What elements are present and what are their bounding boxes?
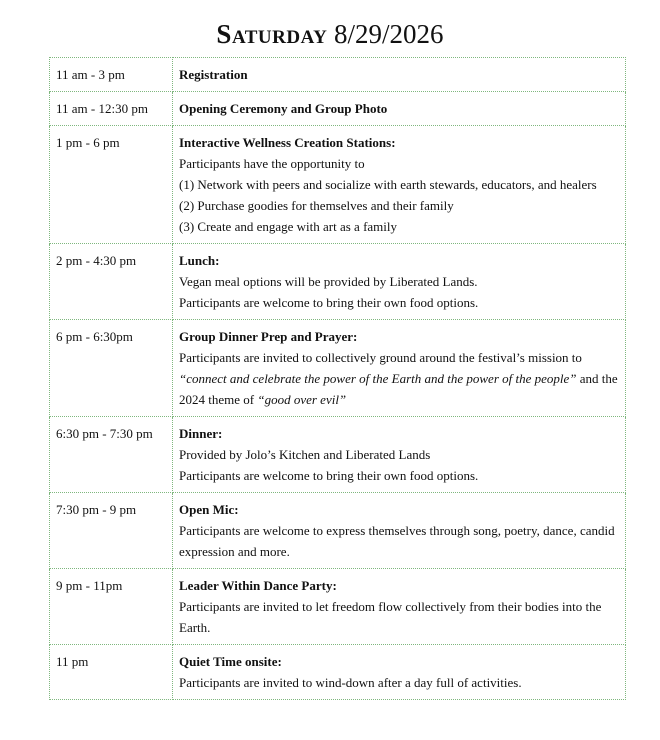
row-heading: Leader Within Dance Party: (179, 578, 337, 593)
table-row (50, 244, 626, 320)
row-text: Provided by Jolo’s Kitchen and Liberated Lands (179, 447, 431, 462)
description-cell (173, 244, 626, 320)
row-heading: Dinner: (179, 426, 223, 441)
time-cell: 2 pm - 4:30 pm (50, 244, 173, 320)
time-cell: 7:30 pm - 9 pm (50, 493, 173, 569)
time-cell: 11 pm (50, 645, 173, 700)
row-text: Participants are invited to collectively ground around the festival’s mission to (179, 350, 582, 365)
table-row (50, 417, 626, 493)
row-text: Participants are welcome to express themselves through song, poetry, dance, candid expression and more. (179, 523, 615, 559)
time-cell: 11 am - 3 pm (50, 58, 173, 92)
row-heading: Interactive Wellness Creation Stations: (179, 135, 396, 150)
row-text: (2) Purchase goodies for themselves and their family (179, 198, 454, 213)
page-title (0, 16, 660, 52)
row-heading: Group Dinner Prep and Prayer: (179, 329, 358, 344)
description-cell (173, 92, 626, 126)
row-text: Participants are invited to wind-down after a day full of activities. (179, 675, 522, 690)
title-day: Saturday (216, 19, 328, 49)
description-cell (173, 320, 626, 417)
row-text: Participants are welcome to bring their own food options. (179, 468, 479, 483)
table-row (50, 126, 626, 244)
description-cell (173, 417, 626, 493)
row-text: Vegan meal options will be provided by Liberated Lands. (179, 274, 478, 289)
description-cell (173, 58, 626, 92)
time-cell: 9 pm - 11pm (50, 569, 173, 645)
title-date: 8/29/2026 (334, 19, 444, 49)
table-row (50, 645, 626, 700)
row-heading: Opening Ceremony and Group Photo (179, 101, 388, 116)
row-heading: Registration (179, 67, 248, 82)
description-cell (173, 126, 626, 244)
table-row (50, 58, 626, 92)
row-heading: Quiet Time onsite: (179, 654, 282, 669)
description-cell (173, 493, 626, 569)
mission-quote: “connect and celebrate the power of the Earth and the power of the people” (179, 371, 577, 386)
time-cell: 11 am - 12:30 pm (50, 92, 173, 126)
description-cell (173, 569, 626, 645)
row-heading: Lunch: (179, 253, 220, 268)
table-row (50, 493, 626, 569)
table-row (50, 569, 626, 645)
row-text: (3) Create and engage with art as a family (179, 219, 398, 234)
row-text: (1) Network with peers and socialize with earth stewards, educators, and healers (179, 177, 597, 192)
row-text: and the 2024 theme of (179, 371, 618, 407)
table-row (50, 320, 626, 417)
time-cell: 1 pm - 6 pm (50, 126, 173, 244)
row-text: Participants have the opportunity to (179, 156, 365, 171)
table-row (50, 92, 626, 126)
row-heading: Open Mic: (179, 502, 239, 517)
row-text: Participants are welcome to bring their own food options. (179, 295, 479, 310)
row-text-mixed (179, 371, 618, 407)
time-cell: 6 pm - 6:30pm (50, 320, 173, 417)
row-text: Participants are invited to let freedom flow collectively from their bodies into the Earth. (179, 599, 602, 635)
time-cell: 6:30 pm - 7:30 pm (50, 417, 173, 493)
theme-quote: “good over evil” (257, 392, 347, 407)
description-cell (173, 645, 626, 700)
schedule-table (49, 57, 626, 700)
